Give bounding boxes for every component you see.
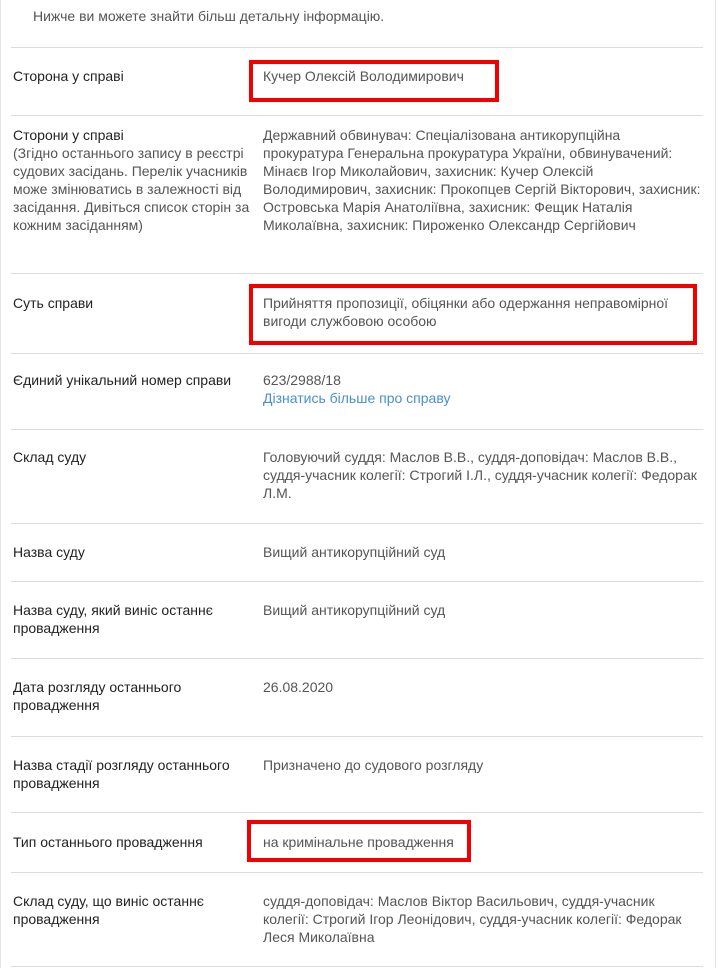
label-last-panel: Склад суду, що виніс останнє провадження [13,893,204,927]
value-last-panel: суддя-доповідач: Маслов Віктор Васильович, суддя-учасник колегії: Строгий Ігор Леонідович, суддя-учасник колегії: Федорак Леся Миколаївна [263,893,682,945]
highlight-box-party [249,60,499,102]
label-last-date: Дата розгляду останнього провадження [13,679,182,713]
row-last-court [11,581,703,659]
label-case-number: Єдиний унікальний номер справи [13,372,232,388]
value-last-type: на кримінальне провадження [263,834,454,850]
label-last-stage: Назва стадії розгляду останнього провадження [13,757,230,791]
highlight-box-essence [249,284,697,345]
case-number-text: 623/2988/18 [263,372,341,388]
value-court-name: Вищий антикорупційний суд [263,544,446,560]
value-party: Кучер Олексій Володимирович [263,68,464,84]
row-last-panel [11,872,703,967]
label-court-name: Назва суду [13,544,85,560]
label-parties [13,126,253,234]
highlight-box-last-type [247,820,471,862]
case-details-link[interactable]: Дізнатись більше про справу [263,390,451,406]
label-parties-note: (Згідно останнього запису в реєстрі судових засідань. Перелік учасників може змінюватись в залежності від засідання. Дивіться список сторін за кожним засіданням) [13,145,250,233]
row-court-name [11,523,703,582]
label-last-court: Назва суду, який виніс останнє провадження [13,602,213,636]
label-parties-title: Сторони у справі [13,127,124,143]
row-last-date [11,658,703,737]
row-court-panel [11,429,703,524]
value-last-date: 26.08.2020 [263,679,334,695]
row-case-number [11,353,703,430]
value-parties: Державний обвинувач: Спеціалізована антикорупційна прокуратура Генеральна прокуратура України, обвинувачений: Мінаєв Ігор Миколайович, захисник: Кучер Олексій Володимирович, захисник: Прокопцев Сергій Вікторович, захисник: Островська Марія Анатоліївна, захисник: Фещик Наталія Миколаївна, захисник: Пироженко Олександр Сергійович [263,127,701,233]
value-essence: Прийняття пропозиції, обіцянки або одержання неправомірної вигоди службовою особою [263,295,669,329]
label-essence: Суть справи [13,295,94,311]
value-case-number [263,371,703,407]
value-last-court: Вищий антикорупційний суд [263,602,446,618]
intro-text: Нижче ви можете знайти більш детальну інформацію. [33,8,385,24]
label-last-type: Тип останнього провадження [13,834,203,850]
row-last-stage [11,736,703,813]
value-court-panel: Головуючий суддя: Маслов В.В., суддя-доповідач: Маслов В.В., суддя-учасник колегії: Строгий І.Л., суддя-учасник колегії: Федорак Л.М. [263,449,697,501]
label-court-panel: Склад суду [13,449,87,465]
label-party: Сторона у справі [13,68,124,84]
row-parties [11,115,703,274]
value-last-stage: Призначено до судового розгляду [263,757,484,773]
